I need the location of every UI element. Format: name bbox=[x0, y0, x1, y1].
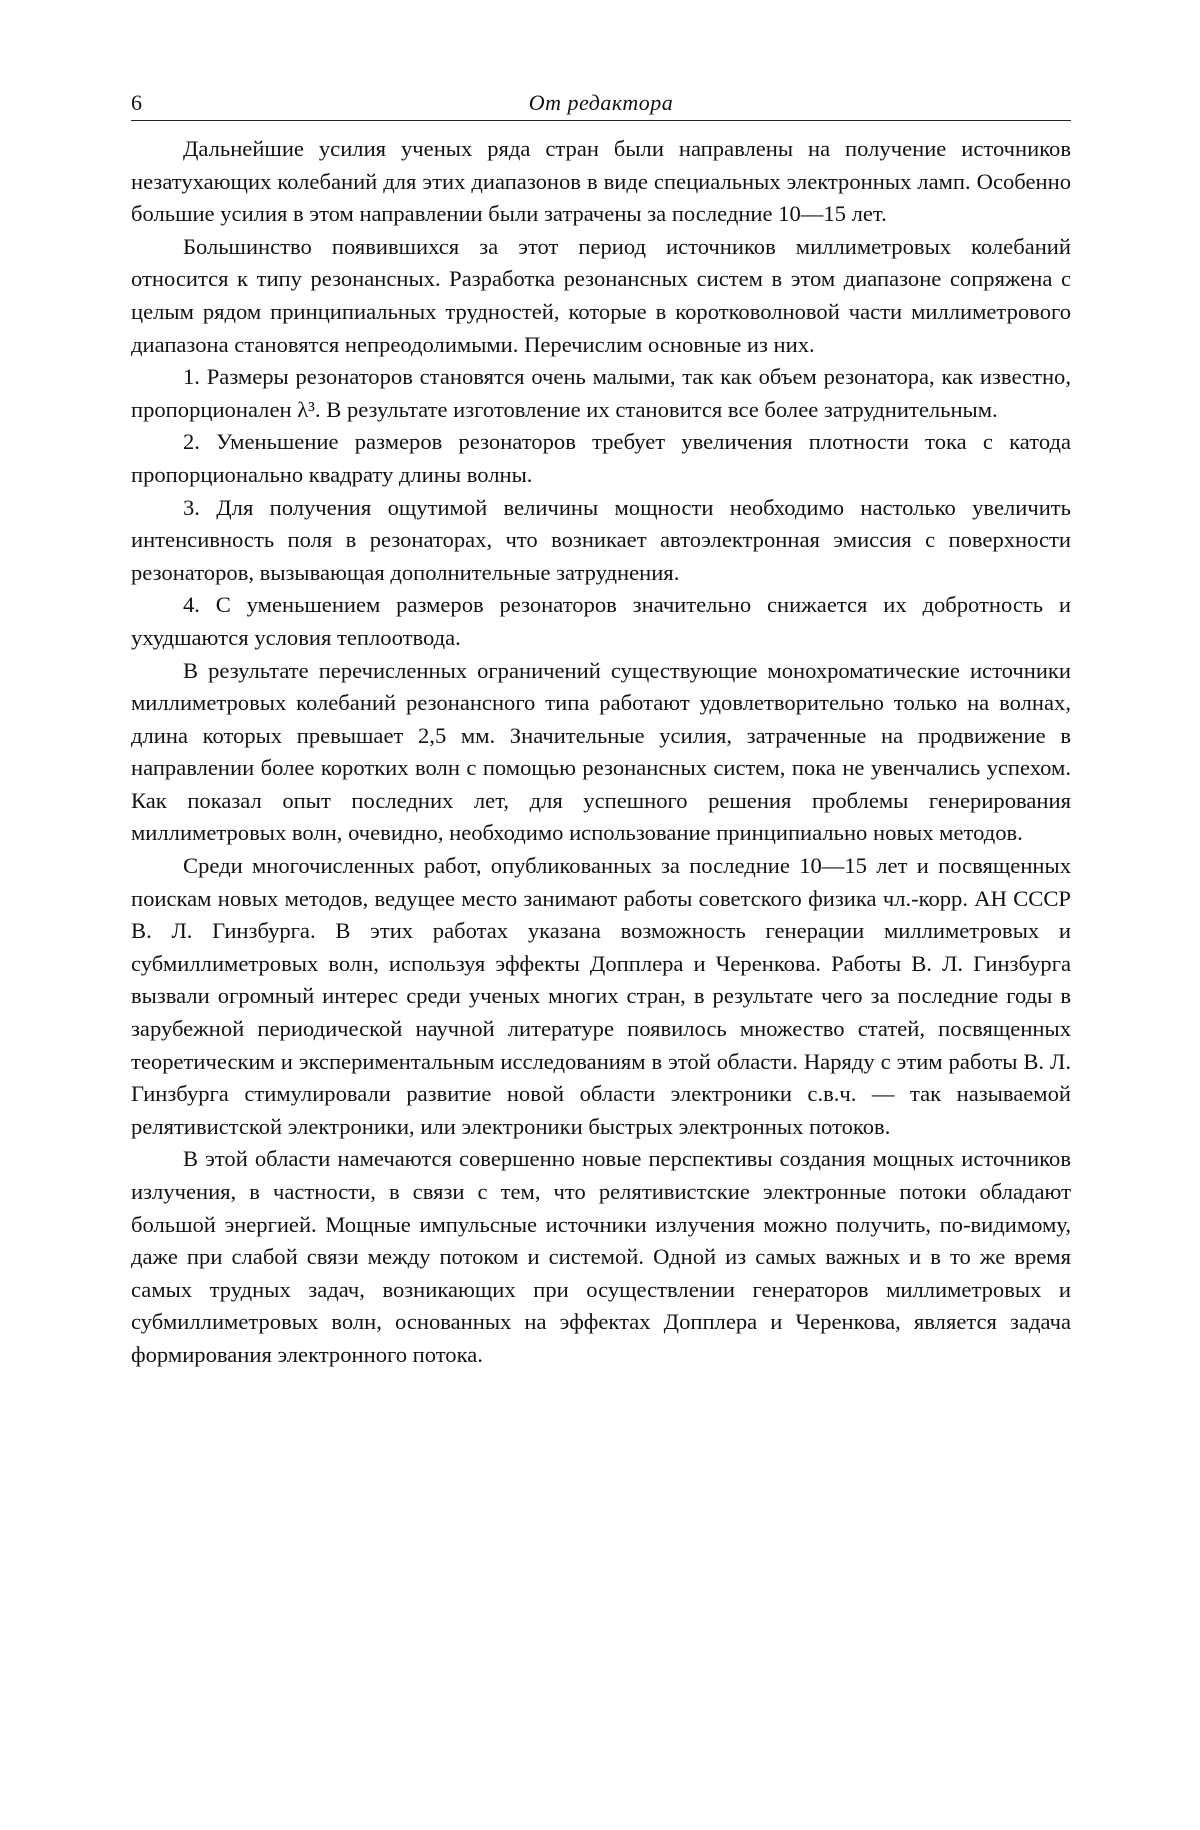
page-body bbox=[131, 133, 1071, 1372]
running-title: От редактора bbox=[528, 90, 674, 115]
paragraph-intro: Дальнейшие усилия ученых ряда стран были направлены на получение источников незатухающих колебаний для этих диапазонов в виде специальных электронных ламп. Особенно большие усилия в этом направлении были затрачены за последние 10—15 лет. bbox=[131, 136, 1071, 227]
list-item-3: 3. Для получения ощутимой величины мощности необходимо настолько увеличить интенсивность поля в резонаторах, что возникает автоэлектронная эмиссия с поверхности резонаторов, вызывающая дополнительные затруднения. bbox=[131, 494, 1071, 585]
list-item-4: 4. С уменьшением размеров резонаторов значительно снижается их добротность и ухудшаются условия теплоотвода. bbox=[131, 592, 1071, 650]
page-number: 6 bbox=[131, 90, 142, 115]
page-header bbox=[131, 88, 1071, 121]
list-item-1: 1. Размеры резонаторов становятся очень малыми, так как объем резонатора, как известно, пропорционален λ³. В результате изготовление их становится все более затруднительным. bbox=[131, 364, 1071, 422]
paragraph-limitations: В результате перечисленных ограничений существующие монохроматические источники миллиметровых колебаний резонансного типа работают удовлетворительно только на волнах, длина которых превышает 2,5 мм. Значительные усилия, затраченные на продвижение в направлении более коротких волн с помощью резонансных систем, пока не увенчались успехом. Как показал опыт последних лет, для успешного решения проблемы генерирования миллиметровых волн, очевидно, необходимо использование принципиально новых методов. bbox=[131, 657, 1071, 846]
paragraph-prospects: В этой области намечаются совершенно новые перспективы создания мощных источников излучения, в частности, в связи с тем, что релятивистские электронные потоки обладают большой энергией. Мощные импульсные источники излучения можно получить, по-видимому, даже при слабой связи между потоком и системой. Одной из самых важных и в то же время самых трудных задач, возникающих при осуществлении генераторов миллиметровых и субмиллиметровых волн, основанных на эффектах Допплера и Черенкова, является задача формирования электронного потока. bbox=[131, 1146, 1071, 1367]
paragraph-ginzburg: Среди многочисленных работ, опубликованных за последние 10—15 лет и посвященных поискам новых методов, ведущее место занимают работы советского физика чл.-корр. АН СССР В. Л. Гинзбурга. В этих работах указана возможность генерации миллиметровых и субмиллиметровых волн, используя эффекты Допплера и Черенкова. Работы В. Л. Гинзбурга вызвали огромный интерес среди ученых многих стран, в результате чего за последние годы в зарубежной периодической научной литературе появилось множество статей, посвященных теоретическим и экспериментальным исследованиям в этой области. Наряду с этим работы В. Л. Гинзбурга стимулировали развитие новой области электроники с.в.ч. — так называемой релятивистской электроники, или электроники быстрых электронных потоков. bbox=[131, 853, 1071, 1139]
paragraph-resonant-sources: Большинство появившихся за этот период источников миллиметровых колебаний относится к типу резонансных. Разработка резонансных систем в этом диапазоне сопряжена с целым рядом принципиальных трудностей, которые в коротковолновой части миллиметрового диапазона становятся непреодолимыми. Перечислим основные из них. bbox=[131, 233, 1071, 357]
book-page bbox=[131, 88, 1071, 1372]
list-item-2: 2. Уменьшение размеров резонаторов требует увеличения плотности тока с катода пропорционально квадрату длины волны. bbox=[131, 429, 1071, 487]
